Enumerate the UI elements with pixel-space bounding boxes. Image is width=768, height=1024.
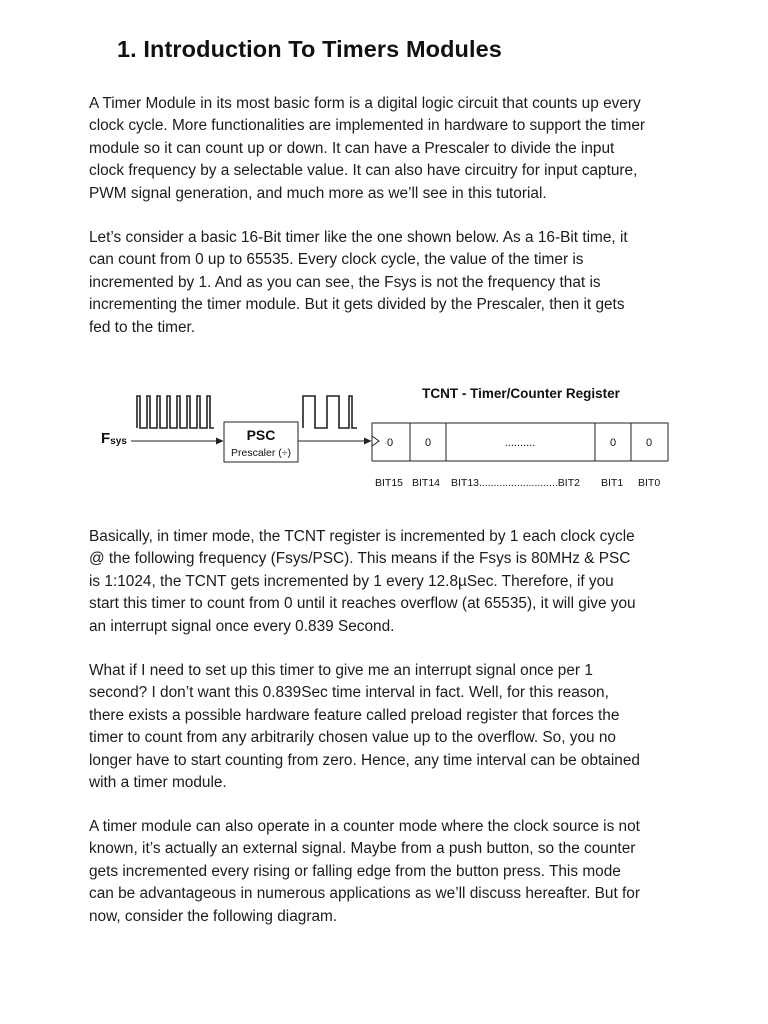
text-line: incrementing the timer module. But it gets divided by the Prescaler, then it gets [89,296,625,314]
fsys-clock-waveform [137,396,214,428]
fsys-subscript-text: sys [110,436,127,447]
text-line: an interrupt signal once every 0.839 Second. [89,617,395,635]
fsys-main-text: F [101,430,111,447]
text-line: Let’s consider a basic 16-Bit timer like the one shown below. As a 16-Bit time, it [89,229,628,246]
text-line: can be advantageous in numerous applications as we’ll discuss hereafter. But for [89,885,640,903]
paragraph-intro [89,93,689,205]
divided-clock-waveform [303,396,357,428]
bit-label-bit15: BIT15 [375,477,404,489]
text-line: timer to count from any arbitrarily chosen value up to the overflow. So, you no [89,729,616,747]
section-heading: 1. Introduction To Timers Modules [117,36,502,62]
timer-block-diagram [0,370,768,500]
text-line: PWM signal generation, and much more as we’ll see in this tutorial. [89,184,547,202]
text-line: start this timer to count from 0 until it reaches overflow (at 65535), it will give you [89,595,636,613]
bit-label-bit0: BIT0 [638,477,661,489]
paragraph-16bit-timer [89,227,689,339]
text-line: known, it’s actually an external signal. Maybe from a push button, so the counter [89,840,636,858]
text-line: fed to the timer. [89,318,196,336]
text-line: module so it can count up or down. It can have a Prescaler to divide the input [89,139,615,157]
text-line: What if I need to set up this timer to give me an interrupt signal once per 1 [89,662,593,679]
text-line: incremented by 1. And as you can see, the Fsys is not the frequency that is [89,273,601,291]
text-line: can count from 0 up to 65535. Every clock cycle, the value of the timer is [89,251,584,269]
text-line: now, consider the following diagram. [89,907,338,925]
register-cell-value: 0 [645,437,653,449]
bit-label-bit14: BIT14 [412,477,441,489]
paragraph-preload-register [89,660,689,794]
paragraph-counter-mode [89,816,689,928]
text-line: @ the following frequency (Fsys/PSC). This means if the Fsys is 80MHz & PSC [89,550,631,568]
register-cell-value: 0 [424,437,432,449]
text-line: A timer module can also operate in a counter mode where the clock source is not [89,818,640,835]
text-line: longer have to start counting from zero. Hence, any time interval can be obtained [89,751,640,769]
text-line: second? I don’t want this 0.839Sec time interval in fact. Well, for this reason, [89,684,609,702]
register-cell-value: 0 [609,437,617,449]
text-line: clock cycle. More functionalities are implemented in hardware to support the timer [89,117,646,135]
text-line: A Timer Module in its most basic form is a digital logic circuit that counts up every [89,95,641,112]
prescaler-sublabel: Prescaler (÷) [230,447,292,459]
fsys-label [101,430,127,447]
psc-label: PSC [246,427,276,443]
text-line: with a timer module. [89,774,227,792]
bit-label-bit1: BIT1 [601,477,624,489]
register-title: TCNT - Timer/Counter Register [422,386,620,401]
paragraph-timer-mode [89,526,689,638]
register-cell-value: 0 [386,437,394,449]
text-line: gets incremented every rising or falling edge from the button press. This mode [89,862,621,880]
text-line: clock frequency by a selectable value. It can also have circuitry for input capture, [89,162,638,180]
text-line: there exists a possible hardware feature called preload register that forces the [89,706,620,724]
text-line: is 1:1024, the TCNT gets incremented by 1 every 12.8µSec. Therefore, if you [89,572,614,590]
text-line: Basically, in timer mode, the TCNT register is incremented by 1 each clock cycle [89,528,635,545]
register-cell-value: .......... [504,437,536,449]
bit-label-middle: BIT13...........................BIT2 [451,477,580,489]
